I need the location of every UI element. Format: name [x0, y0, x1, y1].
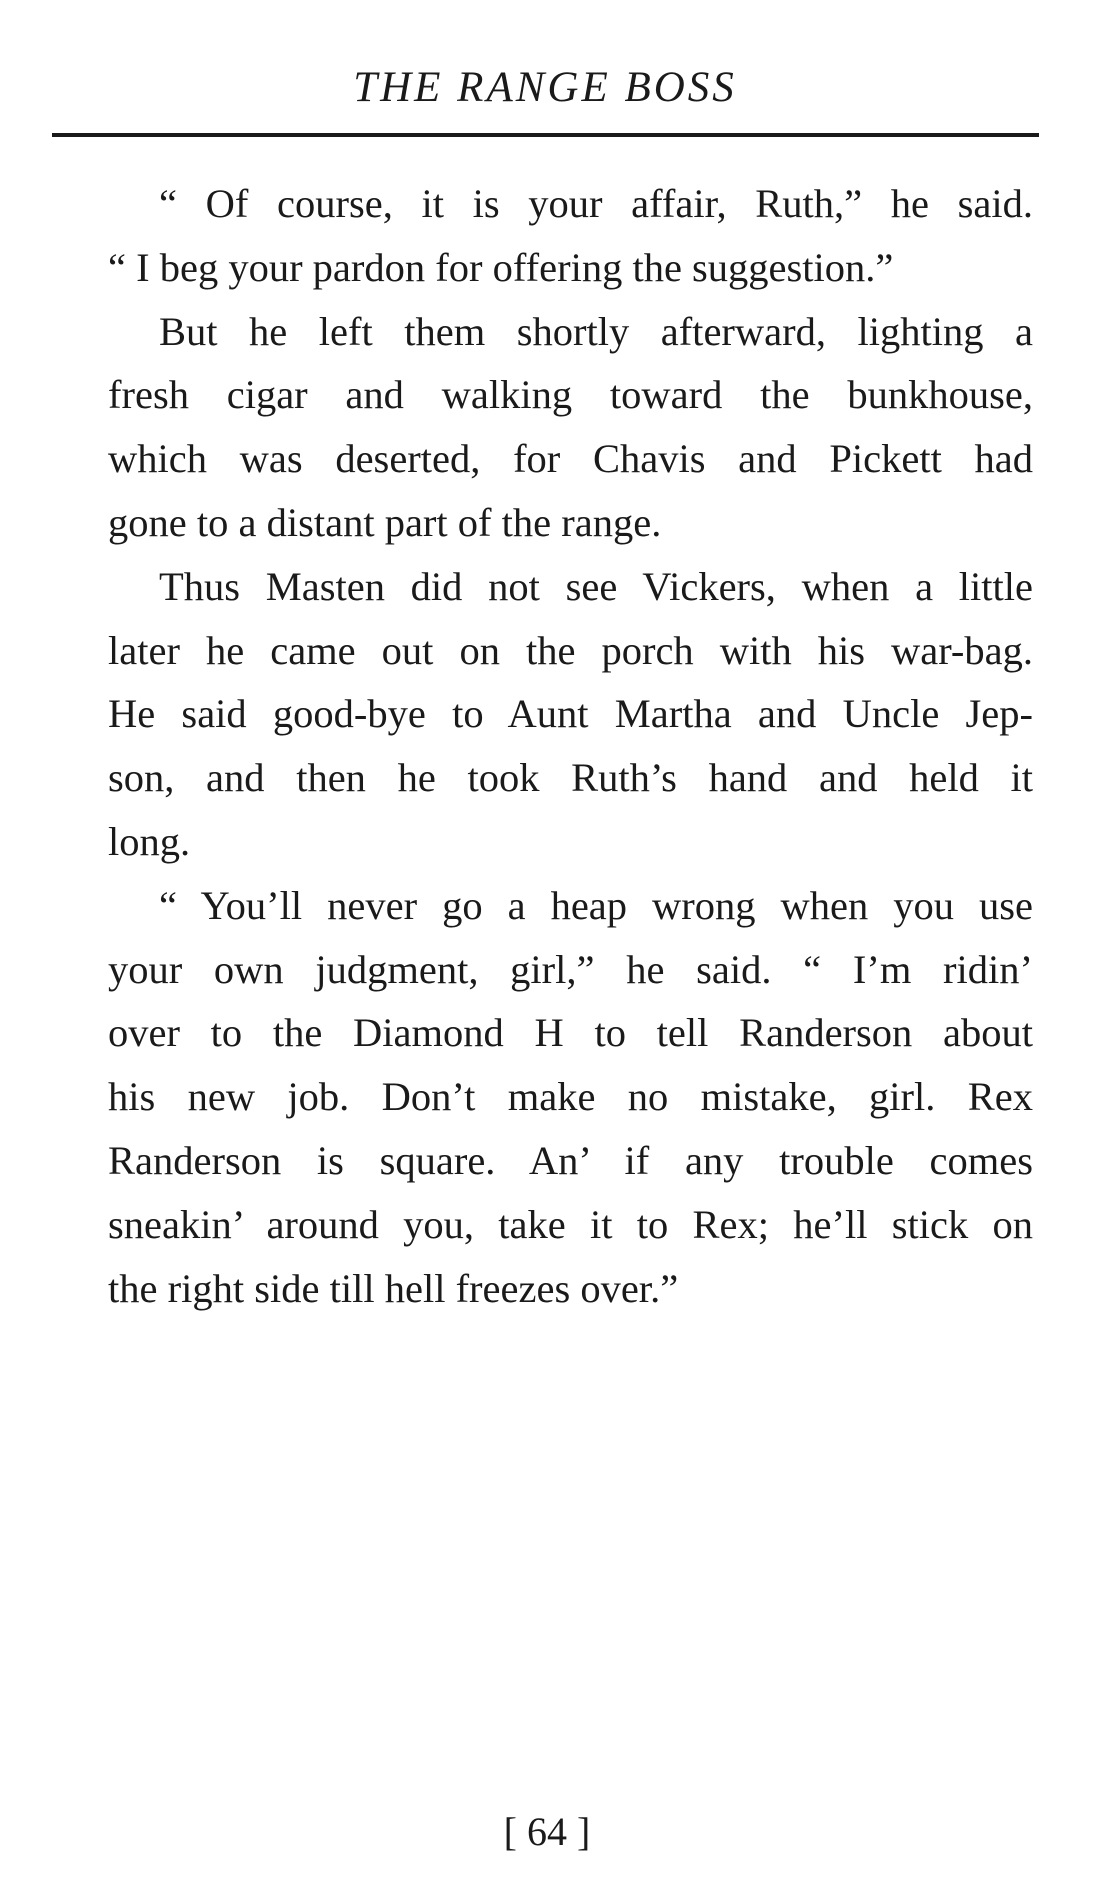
text-line: fresh cigar and walking toward the bunkhouse,: [108, 372, 1033, 418]
text-line: “ Of course, it is your affair, Ruth,” he said.: [159, 181, 1033, 226]
text-line: He said good-bye to Aunt Martha and Uncle Jep-: [108, 691, 1033, 737]
text-line: long.: [108, 818, 191, 864]
text-line: “ You’ll never go a heap wrong when you use: [159, 882, 1033, 928]
paragraph: [57, 555, 1033, 874]
header-rule: [52, 133, 1039, 137]
page-number: [ 64 ]: [503, 1809, 591, 1854]
text-line: Thus Masten did not see Vickers, when a little: [159, 563, 1033, 609]
text-line: But he left them shortly afterward, lighting a: [159, 308, 1033, 354]
body-text: [57, 172, 1033, 1320]
text-line: Randerson is square. An’ if any trouble comes: [108, 1137, 1033, 1183]
paragraph: [57, 300, 1033, 555]
text-line: “ I beg your pardon for offering the suggestion.”: [108, 244, 894, 290]
text-line: later he came out on the porch with his war-bag.: [108, 627, 1033, 673]
running-title: THE RANGE BOSS: [353, 64, 737, 111]
text-line: the right side till hell freezes over.”: [108, 1265, 679, 1311]
text-line: his new job. Don’t make no mistake, girl. Rex: [108, 1074, 1033, 1120]
text-line: which was deserted, for Chavis and Pickett had: [108, 436, 1033, 482]
text-line: son, and then he took Ruth’s hand and held it: [108, 755, 1033, 801]
text-line: your own judgment, girl,” he said. “ I’m ridin’: [108, 946, 1033, 992]
text-line: gone to a distant part of the range.: [108, 499, 662, 545]
text-line: sneakin’ around you, take it to Rex; he’ll stick on: [108, 1201, 1033, 1247]
text-line: over to the Diamond H to tell Randerson about: [108, 1010, 1033, 1056]
paragraph: [57, 172, 1033, 300]
paragraph: [57, 874, 1033, 1321]
